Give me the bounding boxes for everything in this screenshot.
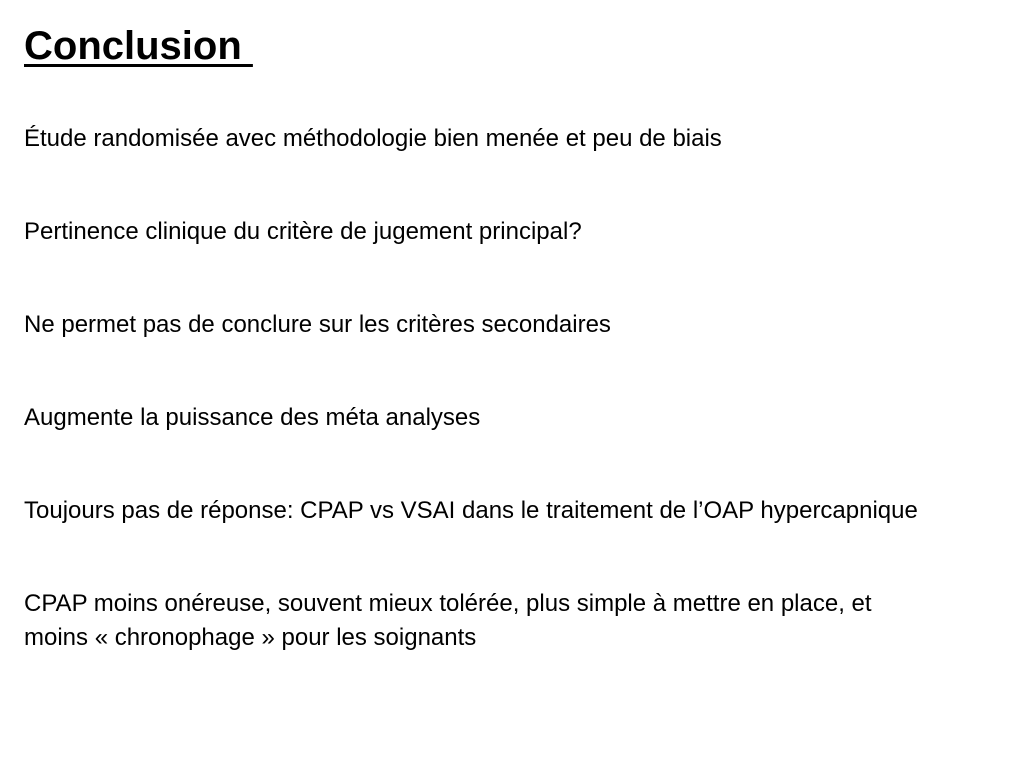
bullet-item: Pertinence clinique du critère de jugement principal? <box>24 218 582 245</box>
bullet-list <box>24 122 924 655</box>
bullet-item: CPAP moins onéreuse, souvent mieux tolérée, plus simple à mettre en place, et moins « chronophage » pour les soignants <box>24 590 872 651</box>
slide-title: Conclusion <box>24 24 253 68</box>
bullet-item: Toujours pas de réponse: CPAP vs VSAI dans le traitement de l’OAP hypercapnique <box>24 497 918 524</box>
bullet-item: Ne permet pas de conclure sur les critères secondaires <box>24 311 611 338</box>
bullet-item: Étude randomisée avec méthodologie bien menée et peu de biais <box>24 125 722 152</box>
bullet-item: Augmente la puissance des méta analyses <box>24 404 481 431</box>
